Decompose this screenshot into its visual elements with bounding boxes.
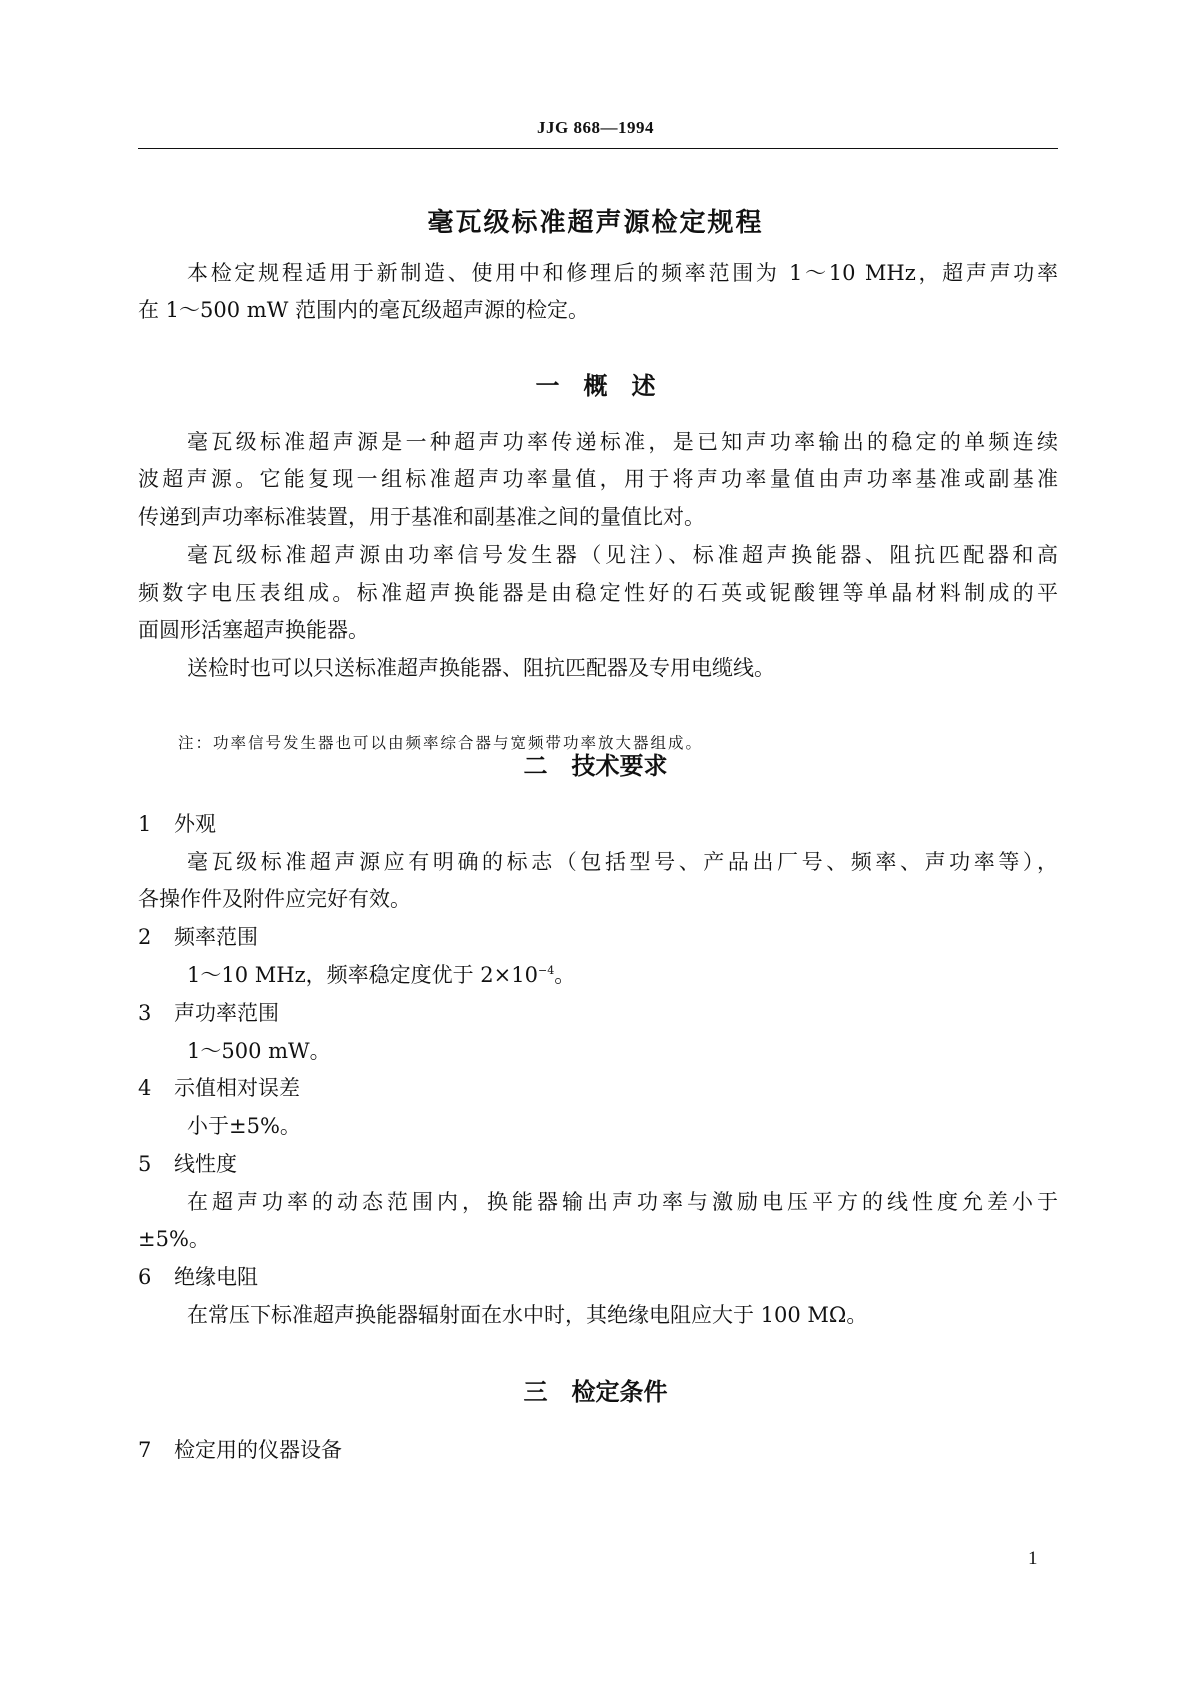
item-4-heading bbox=[138, 1073, 300, 1103]
item-1-title: 外观 bbox=[174, 812, 216, 836]
item-5-number: 5 bbox=[138, 1152, 152, 1176]
overview-p2-line-3: 面圆形活塞超声换能器。 bbox=[138, 618, 369, 642]
overview-p1-line-2: 波超声源。它能复现一组标准超声功率量值，用于将声功率量值由声功率基准或副基准 bbox=[138, 467, 1058, 491]
item-1-number: 1 bbox=[138, 812, 152, 836]
standard-code: JJG 868—1994 bbox=[537, 118, 654, 137]
item-5-heading bbox=[138, 1149, 237, 1179]
header-rule bbox=[138, 148, 1058, 149]
overview-p2-line-2: 频数字电压表组成。标准超声换能器是由稳定性好的石英或铌酸锂等单晶材料制成的平 bbox=[138, 581, 1058, 605]
section-3-title: 三 检定条件 bbox=[523, 1378, 668, 1406]
item-6-body: 在常压下标准超声换能器辐射面在水中时，其绝缘电阻应大于 100 MΩ。 bbox=[187, 1303, 868, 1327]
item-4-title: 示值相对误差 bbox=[174, 1076, 300, 1100]
item-2-body-text: 1～10 MHz，频率稳定度优于 2×10 bbox=[187, 963, 538, 987]
item-5-title: 线性度 bbox=[174, 1152, 237, 1176]
overview-p1-line-3: 传递到声功率标准装置，用于基准和副基准之间的量值比对。 bbox=[138, 505, 705, 529]
item-7-number: 7 bbox=[138, 1438, 152, 1462]
item-2-title: 频率范围 bbox=[174, 925, 258, 949]
item-6-title: 绝缘电阻 bbox=[174, 1265, 258, 1289]
item-4-number: 4 bbox=[138, 1076, 152, 1100]
item-6-number: 6 bbox=[138, 1265, 152, 1289]
item-2-body bbox=[187, 960, 575, 990]
item-2-body-exponent: −4 bbox=[538, 964, 555, 977]
item-7-title: 检定用的仪器设备 bbox=[174, 1438, 342, 1462]
section-2-title: 二 技术要求 bbox=[523, 752, 668, 780]
item-2-body-end: 。 bbox=[554, 963, 576, 987]
item-3-title: 声功率范围 bbox=[174, 1001, 279, 1025]
item-1-heading bbox=[138, 809, 216, 839]
overview-note: 注：功率信号发生器也可以由频率综合器与宽频带功率放大器组成。 bbox=[178, 734, 704, 752]
item-2-heading bbox=[138, 922, 258, 952]
item-1-body-line-1: 毫瓦级标准超声源应有明确的标志（包括型号、产品出厂号、频率、声功率等）， bbox=[187, 850, 1058, 874]
item-5-body-line-2: ±5%。 bbox=[138, 1227, 210, 1251]
overview-p2-line-1: 毫瓦级标准超声源由功率信号发生器（见注）、标准超声换能器、阻抗匹配器和高 bbox=[187, 543, 1058, 567]
item-4-body: 小于±5%。 bbox=[187, 1114, 301, 1138]
page-number: 1 bbox=[1028, 1548, 1038, 1569]
overview-p3: 送检时也可以只送标准超声换能器、阻抗匹配器及专用电缆线。 bbox=[187, 656, 775, 680]
item-3-heading bbox=[138, 998, 279, 1028]
item-3-number: 3 bbox=[138, 1001, 152, 1025]
item-5-body-line-1: 在超声功率的动态范围内，换能器输出声功率与激励电压平方的线性度允差小于 bbox=[187, 1190, 1058, 1214]
item-3-body: 1～500 mW。 bbox=[187, 1039, 331, 1063]
section-1-title: 一 概 述 bbox=[535, 372, 656, 400]
intro-line-1: 本检定规程适用于新制造、使用中和修理后的频率范围为 1～10 MHz，超声声功率 bbox=[187, 261, 1058, 285]
item-1-body-line-2: 各操作件及附件应完好有效。 bbox=[138, 887, 411, 911]
document-title: 毫瓦级标准超声源检定规程 bbox=[427, 208, 764, 238]
intro-line-2: 在 1～500 mW 范围内的毫瓦级超声源的检定。 bbox=[138, 298, 589, 322]
overview-p1-line-1: 毫瓦级标准超声源是一种超声功率传递标准，是已知声功率输出的稳定的单频连续 bbox=[187, 430, 1058, 454]
item-7-heading bbox=[138, 1435, 342, 1465]
item-2-number: 2 bbox=[138, 925, 152, 949]
item-6-heading bbox=[138, 1262, 258, 1292]
